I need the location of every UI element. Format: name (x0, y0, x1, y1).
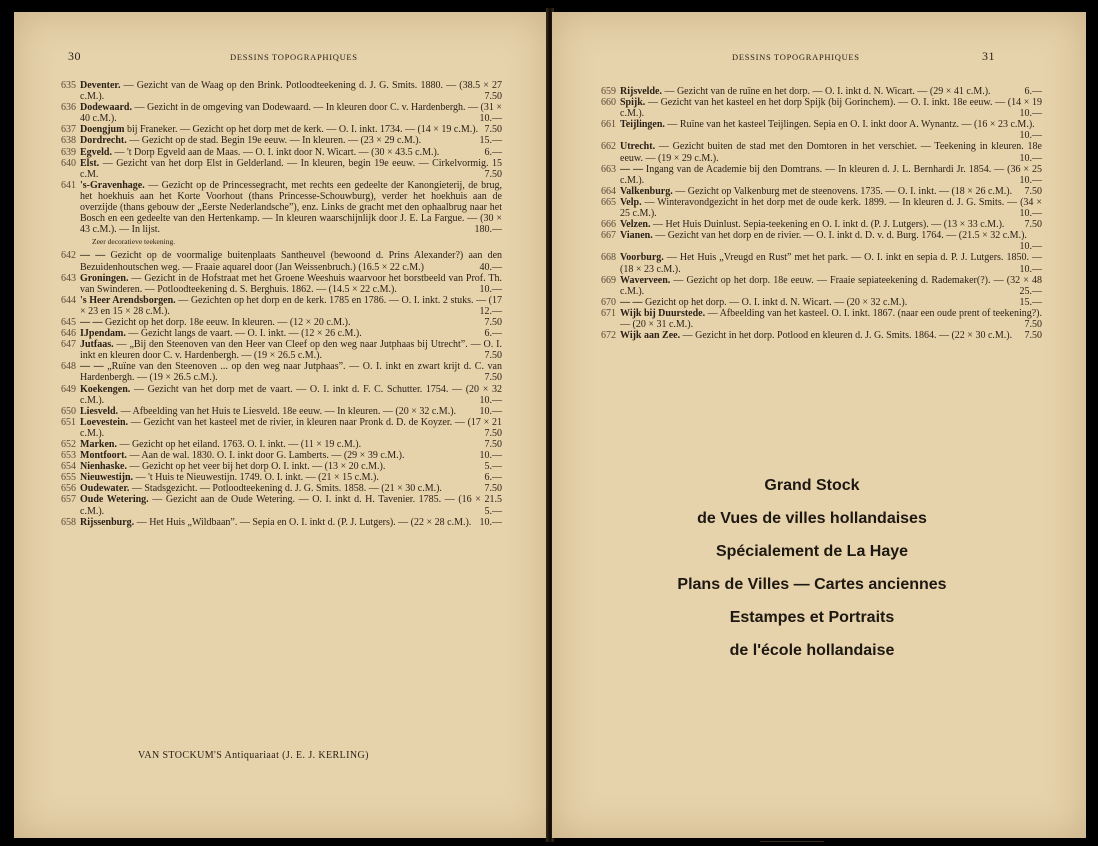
catalogue-entry (54, 124, 502, 135)
catalogue-entry (54, 450, 502, 461)
catalogue-entry (594, 197, 1042, 219)
entry-location: — — (80, 361, 104, 373)
entry-number: 654 (61, 461, 76, 473)
entry-body (620, 275, 1042, 297)
entry-location: Voorburg. (620, 252, 664, 264)
entry-location: Waverveen. (620, 274, 671, 286)
entry-body (80, 517, 502, 528)
entry-location: Wijk aan Zee. (620, 330, 681, 342)
entry-location: 's-Gravenhage. (80, 179, 145, 191)
entry-body (620, 297, 1042, 308)
entry-price: 7.50 (484, 168, 502, 180)
advert-line-1: Grand Stock (764, 477, 860, 494)
entry-number: 653 (61, 450, 76, 462)
entry-description: — Het Huis „Vreugd en Rust” met het park. — O. I. inkt en sepia d. P. J. Lutgers. 1850. — (18 × 23 c.M.). (620, 252, 1043, 275)
entry-description: — Gezicht buiten de stad met den Domtoren in het verschiet. — Teekening in kleuren. 18e eeuw. — (19 × 29 c.M.). (620, 141, 1042, 164)
entry-number: 665 (601, 196, 616, 208)
entry-location: Koekengen. (80, 383, 131, 395)
entry-price: 12.— (479, 305, 502, 317)
entry-price: 10.— (1019, 108, 1042, 120)
catalogue-entry (54, 361, 502, 383)
entry-description: Gezicht op het dorp. — O. I. inkt d. N. Wicart. — (20 × 32 c.M.). (645, 296, 908, 308)
entry-location: Elst. (80, 157, 100, 169)
catalogue-entry (54, 517, 502, 528)
entry-description: — Winteravondgezicht in het dorp met de oude kerk. 1899. — In kleuren d. J. G. Smits. — (34 × 25 c.M.). (620, 196, 1042, 220)
entry-body (620, 164, 1042, 186)
entry-number: 650 (61, 405, 76, 417)
entry-body (80, 147, 502, 158)
entry-description: — Gezicht van het dorp met de vaart. — O. I. inkt d. F. C. Schutter. 1754. — (20 × 32 c.M.). (80, 383, 503, 406)
entry-number: 638 (61, 135, 76, 147)
entry-location: Velp. (620, 196, 642, 208)
entry-body (620, 141, 1042, 163)
entry-price: 7.50 (1024, 330, 1042, 342)
catalogue-entry (54, 180, 502, 235)
entry-location: Spijk. (620, 97, 646, 109)
catalogue-entry (54, 328, 502, 339)
entry-body (620, 308, 1042, 330)
entry-description: — Ruïne van het kasteel Teijlingen. Sepia en O. I. inkt door A. Wynantz. — (16 × 23 c.M.). (667, 119, 1035, 131)
entry-description: — Gezicht op het dorp. 18e eeuw. — Fraaie sepiateekening d. Rademaker(?). — (32 × 48 c.M.). (620, 274, 1042, 297)
entry-number: 646 (61, 328, 76, 340)
entry-body (80, 361, 502, 383)
entry-location: Teijlingen. (620, 119, 665, 131)
catalogue-entry (594, 219, 1042, 230)
entry-location: Dordrecht. (80, 135, 127, 147)
entry-body (80, 472, 502, 483)
entry-body (620, 197, 1042, 219)
entry-price: 10.— (479, 450, 502, 462)
entry-price: 15.— (479, 135, 502, 147)
entry-body (80, 339, 502, 361)
entry-price: 7.50 (484, 439, 502, 450)
advert-line-2: de Vues de villes hollandaises (697, 510, 927, 527)
right-page (552, 12, 1086, 838)
catalogue-entry (54, 158, 502, 180)
entry-description: — Gezicht op het eiland. 1763. O. I. inkt. — (11 × 19 c.M.). (119, 439, 362, 450)
entry-price: 40.— (479, 261, 502, 273)
entry-body (80, 439, 502, 450)
entry-description: — „Bij den Steenoven van den Heer van Cleef op den weg naar Jutphaas bij Utrecht”. — O. I. inkt en kleuren door C. v. Hardenbergh. — (19 × 26.5 c.M.). (80, 339, 503, 362)
right-running-title: DESSINS TOPOGRAPHIQUES (732, 52, 860, 62)
entry-location: Wijk bij Duurstede. (620, 307, 706, 319)
entry-description: — Gezicht in het dorp. Potlood en kleuren d. J. G. Smits. 1864. — (22 × 30 c.M.). (682, 330, 1013, 342)
entry-description: Gezicht op de voormalige buitenplaats Santheuvel (bewoond d. Prins Alexander?) aan den Bezuidenhoutschen weg. — Fraaie aquarel door (Jan Weissenbruch.) (16.5 × 22 c.M.) (80, 250, 503, 273)
entry-price: 7.50 (1024, 185, 1042, 197)
entry-body (80, 461, 502, 472)
entry-price: 7.50 (484, 350, 502, 362)
entry-body (620, 119, 1042, 141)
entry-location: — — (620, 163, 643, 175)
entry-location: Oude Wetering. (80, 494, 149, 506)
catalogue-entry (594, 141, 1042, 163)
entry-description: Gezicht op het dorp. 18e eeuw. In kleuren. — (12 × 20 c.M.). (105, 316, 351, 328)
catalogue-entry (594, 252, 1042, 274)
entry-location: Valkenburg. (620, 185, 673, 197)
left-page (14, 12, 548, 838)
catalogue-entry (54, 317, 502, 328)
entry-body (620, 219, 1042, 230)
entry-description: — 't Dorp Egveld aan de Maas. — O. I. inkt door N. Wicart. — (30 × 43.5 c.M.). (114, 146, 440, 158)
entry-price: 7.50 (484, 124, 502, 136)
entry-description: — Stadsgezicht. — Potloodteekening d. J. G. Smits. 1858. — (21 × 30 c.M.). (131, 483, 442, 495)
entry-location: Loevestein. (80, 416, 129, 428)
entry-number: 635 (61, 80, 76, 91)
entry-location: — — (80, 250, 106, 262)
entry-price: 6.— (1024, 86, 1042, 97)
entry-number: 642 (61, 250, 76, 262)
catalogue-entry (594, 119, 1042, 141)
entry-price: 10.— (1019, 174, 1042, 186)
entry-body (620, 186, 1042, 197)
entry-number: 649 (61, 383, 76, 395)
entry-location: 's Heer Arendsborgen. (80, 294, 176, 306)
entry-description: — Gezicht van de ruïne en het dorp. — O. I. inkt d. N. Wicart. — (29 × 41 c.M.). (664, 86, 991, 97)
entry-number: 648 (61, 361, 76, 373)
entry-number: 664 (601, 185, 616, 197)
publisher-footer: VAN STOCKUM'S Antiquariaat (J. E. J. KERLING) (138, 750, 369, 761)
entry-price: 6.— (484, 146, 502, 158)
entry-description: — Gezicht op de Princessegracht, met rechts een gedeelte der Kanongieterij, de brug, het hoekhuis aan het Korte Voorhout (thans Princesse-Schouwburg), verder het hoekhuis aan de overzijde (thans gebouw der „Eerste Nederlandsche”), enz. Links de gracht met den ophaalbrug naar het Bosch en een gedeelte van den Hertenkamp. — In kleuren waarschijnlijk door J. E. La Fargue. — (30 × 43 c.M.). — In lijst. (80, 179, 503, 236)
left-running-title: DESSINS TOPOGRAPHIQUES (230, 52, 358, 62)
entry-body (80, 494, 502, 516)
entry-description: — Gezichten op het dorp en de kerk. 1785 en 1786. — O. I. inkt. 2 stuks. — (17 × 23 en 15 × 28 c.M.). (80, 294, 503, 317)
catalogue-entry (54, 102, 502, 124)
catalogue-entry (54, 494, 502, 516)
entry-number: 658 (61, 516, 76, 528)
catalogue-entry (54, 135, 502, 146)
entry-location: — — (620, 296, 643, 308)
advert-line-5: Estampes et Portraits (729, 609, 895, 626)
catalogue-entry (594, 97, 1042, 119)
entry-price: 10.— (479, 405, 502, 417)
entry-price: 7.50 (484, 316, 502, 328)
entry-body (80, 135, 502, 146)
entry-price: 5.— (484, 505, 502, 517)
catalogue-entry (54, 439, 502, 450)
entry-description: — Het Huis „Wildbaan”. — Sepia en O. I. inkt d. (P. J. Lutgers). — (22 × 28 c.M.). (136, 516, 472, 528)
entry-description: — Afbeelding van het Huis te Liesveld. 18e eeuw. — In kleuren. — (20 × 32 c.M.). (120, 405, 457, 417)
entry-description: — Gezicht op het veer bij het dorp O. I. inkt. — (13 × 20 c.M.). (129, 461, 386, 473)
entry-body (80, 295, 502, 317)
entry-body (80, 180, 502, 235)
entry-location: Egveld. (80, 146, 112, 158)
catalogue-entry (54, 472, 502, 483)
entry-number: 636 (61, 102, 76, 114)
right-page-number: 31 (982, 49, 995, 63)
entry-number: 641 (61, 179, 76, 191)
entry-number: 644 (61, 294, 76, 306)
entry-location: Montfoort. (80, 450, 127, 462)
entry-location: Rijsvelde. (620, 86, 662, 97)
entry-location: Rijssenburg. (80, 516, 135, 528)
entry-body (80, 158, 502, 180)
entry-description: — Gezicht van het kasteel met de rivier, in kleuren naar Pronk d. D. de Koyzer. — (17 × 21 c.M.). (80, 416, 502, 439)
entry-description: — Aan de wal. 1830. O. I. inkt door G. Lamberts. — (29 × 39 c.M.). (129, 450, 405, 462)
entry-description: — Gezicht van het kasteel en het dorp Spijk (bij Gorinchem). — O. I. inkt. 18e eeuw. — (14 × 19 c.M.). (620, 97, 1042, 120)
entry-number: 672 (601, 330, 616, 342)
entry-number: 663 (601, 163, 616, 175)
entry-price: 10.— (1019, 130, 1042, 142)
catalogue-entry (54, 80, 502, 102)
entry-location: Utrecht. (620, 141, 656, 153)
catalogue-entry (54, 406, 502, 417)
catalogue-entry (594, 275, 1042, 297)
entry-location: Liesveld. (80, 405, 119, 417)
right-entry-list (594, 86, 1042, 341)
entry-location: Dodewaard. (80, 102, 132, 114)
entry-note: Zeer decoratieve teekening. (92, 237, 176, 247)
entry-number: 660 (601, 97, 616, 109)
entry-body (80, 406, 502, 417)
entry-number: 657 (61, 494, 76, 506)
entry-body (620, 230, 1042, 252)
entry-number: 639 (61, 146, 76, 158)
left-page-number: 30 (68, 49, 81, 63)
entry-price: 5.— (484, 461, 502, 473)
entry-number: 666 (601, 219, 616, 231)
entry-number: 640 (61, 157, 76, 169)
entry-location: Vianen. (620, 230, 653, 242)
entry-body (620, 86, 1042, 97)
entry-number: 655 (61, 472, 76, 484)
entry-price: 7.50 (484, 91, 502, 103)
catalogue-entry (54, 295, 502, 317)
entry-price: 7.50 (484, 483, 502, 495)
entry-location: Groningen. (80, 272, 129, 284)
entry-number: 669 (601, 274, 616, 286)
entry-price: 10.— (1019, 241, 1042, 253)
catalogue-entry (594, 297, 1042, 308)
catalogue-entry (54, 147, 502, 158)
catalogue-entry (54, 339, 502, 361)
entry-number: 670 (601, 296, 616, 308)
entry-location: IJpendam. (80, 328, 126, 340)
catalogue-entry (594, 330, 1042, 341)
entry-description: — Gezicht aan de Oude Wetering. — O. I. inkt d. H. Tavenier. 1785. — (16 × 21.5 c.M.). (80, 494, 502, 517)
entry-number: 671 (601, 307, 616, 319)
entry-price: 180.— (474, 224, 502, 236)
advert-line-6: de l'école hollandaise (729, 642, 895, 659)
entry-description: — Gezicht op Valkenburg met de steenovens. 1735. — O. I. inkt. — (18 × 26 c.M.). (675, 185, 1013, 197)
entry-description: — 't Huis te Nieuwestijn. 1749. O. I. inkt. — (21 × 15 c.M.). (135, 472, 379, 484)
entry-number: 647 (61, 339, 76, 351)
catalogue-entry (594, 86, 1042, 97)
entry-description: — Afbeelding van het kasteel. O. I. inkt. 1867. (naar een oude prent of teekening?). — (20 × 31 c.M.). (620, 307, 1042, 330)
entry-price: 10.— (479, 283, 502, 295)
entry-description: — Het Huis Duinlust. Sepia-teekening en O. I. inkt d. (P. J. Lutgers). — (13 × 33 c.M.). (652, 219, 1005, 231)
entry-body (80, 250, 502, 272)
entry-body (80, 328, 502, 339)
entry-price: 10.— (1019, 208, 1042, 220)
entry-number: 651 (61, 416, 76, 428)
entry-location: Deventer. (80, 80, 121, 91)
entry-body (620, 252, 1042, 274)
catalogue-entry (54, 273, 502, 295)
catalogue-entry (54, 384, 502, 406)
advert-line-4: Plans de Villes — Cartes anciennes (677, 576, 947, 593)
entry-body (80, 317, 502, 328)
entry-number: 637 (61, 124, 76, 136)
entry-body (80, 124, 502, 135)
entry-number: 659 (601, 86, 616, 97)
entry-location: Oudewater. (80, 483, 130, 495)
advert-line-3: Spécialement de La Haye (715, 543, 909, 560)
entry-body (80, 102, 502, 124)
catalogue-entry (594, 230, 1042, 252)
entry-price: 10.— (1019, 263, 1042, 275)
entry-number: 668 (601, 252, 616, 264)
catalogue-entry (54, 417, 502, 439)
entry-body (620, 330, 1042, 341)
entry-price: 6.— (484, 328, 502, 340)
entry-location: Doengjum (80, 124, 125, 136)
entry-number: 662 (601, 141, 616, 153)
entry-number: 667 (601, 230, 616, 242)
catalogue-entry (594, 308, 1042, 330)
catalogue-entry (594, 164, 1042, 186)
entry-description: — Gezicht langs de vaart. — O. I. inkt. — (12 × 26 c.M.). (128, 328, 362, 340)
entry-body (80, 384, 502, 406)
entry-number: 652 (61, 439, 76, 450)
entry-price: 7.50 (1024, 219, 1042, 231)
entry-price: 10.— (1019, 152, 1042, 164)
catalogue-entry (54, 461, 502, 472)
entry-location: Jutfaas. (80, 339, 114, 351)
entry-body (80, 450, 502, 461)
entry-description: Ingang van de Academie bij den Domtrans. — In kleuren d. J. L. Bernhardi Jr. 1854. — (36 × 25 c.M.). (620, 163, 1043, 186)
entry-description: — Gezicht van de Waag op den Brink. Potloodteekening d. J. G. Smits. 1880. — (38.5 × 27 c.M.). (80, 80, 503, 103)
entry-price: 6.— (484, 472, 502, 484)
entry-price: 10.— (479, 113, 502, 125)
entry-description: — Gezicht op de stad. Begin 19e eeuw. — In kleuren. — (23 × 29 c.M.). (129, 135, 422, 147)
entry-body (80, 273, 502, 295)
entry-description: — Gezicht in de omgeving van Dodewaard. — In kleuren door C. v. Hardenbergh. — (31 × 40 c.M.). (80, 102, 502, 125)
catalogue-entry (54, 250, 502, 272)
entry-number: 645 (61, 316, 76, 328)
entry-price: 25.— (1019, 285, 1042, 297)
entry-number: 643 (61, 272, 76, 284)
entry-location: Nieuwestijn. (80, 472, 134, 484)
entry-price: 7.50 (1024, 318, 1042, 330)
entry-description: „Ruïne van den Steenoven ... op den weg naar Jutphaas”. — O. I. inkt en zwart krijt d. C. van Hardenbergh. — (19 × 26.5 c.M.). (80, 361, 502, 384)
entry-location: Velzen. (620, 219, 651, 231)
entry-description: — Gezicht van het dorp Elst in Gelderland. — In kleuren, begin 19e eeuw. — Cirkelvormig. 15 c.M. (80, 157, 503, 180)
entry-description: bij Franeker. — Gezicht op het dorp met de kerk. — O. I. inkt. 1734. — (14 × 19 c.M.). (126, 124, 479, 136)
entry-body (80, 80, 502, 102)
entry-description: — Gezicht in de Hofstraat met het Groene Weeshuis waarvoor het borstbeeld van Prof. Th. van Swinderen. — Potloodteekening d. S. Berghuis. 1862. — (14.5 × 22 c.M.). (80, 272, 502, 295)
entry-body (80, 417, 502, 439)
entry-price: 7.50 (484, 427, 502, 439)
catalogue-entry (594, 186, 1042, 197)
entry-price: 10.— (479, 394, 502, 406)
entry-number: 656 (61, 483, 76, 495)
entry-price: 7.50 (484, 372, 502, 384)
entry-location: — — (80, 316, 103, 328)
entry-location: Marken. (80, 439, 117, 450)
entry-body (80, 483, 502, 494)
entry-number: 661 (601, 119, 616, 131)
entry-price: 15.— (1019, 296, 1042, 308)
entry-price: 10.— (479, 516, 502, 528)
entry-body (620, 97, 1042, 119)
entry-description: — Gezicht van het dorp en de rivier. — O. I. inkt d. D. v. d. Burg. 1764. — (21.5 × 32 c.M.). (655, 230, 1027, 242)
section-divider (760, 841, 824, 842)
catalogue-entry (54, 483, 502, 494)
entry-location: Nienhaske. (80, 461, 127, 473)
left-entry-list (54, 80, 502, 528)
